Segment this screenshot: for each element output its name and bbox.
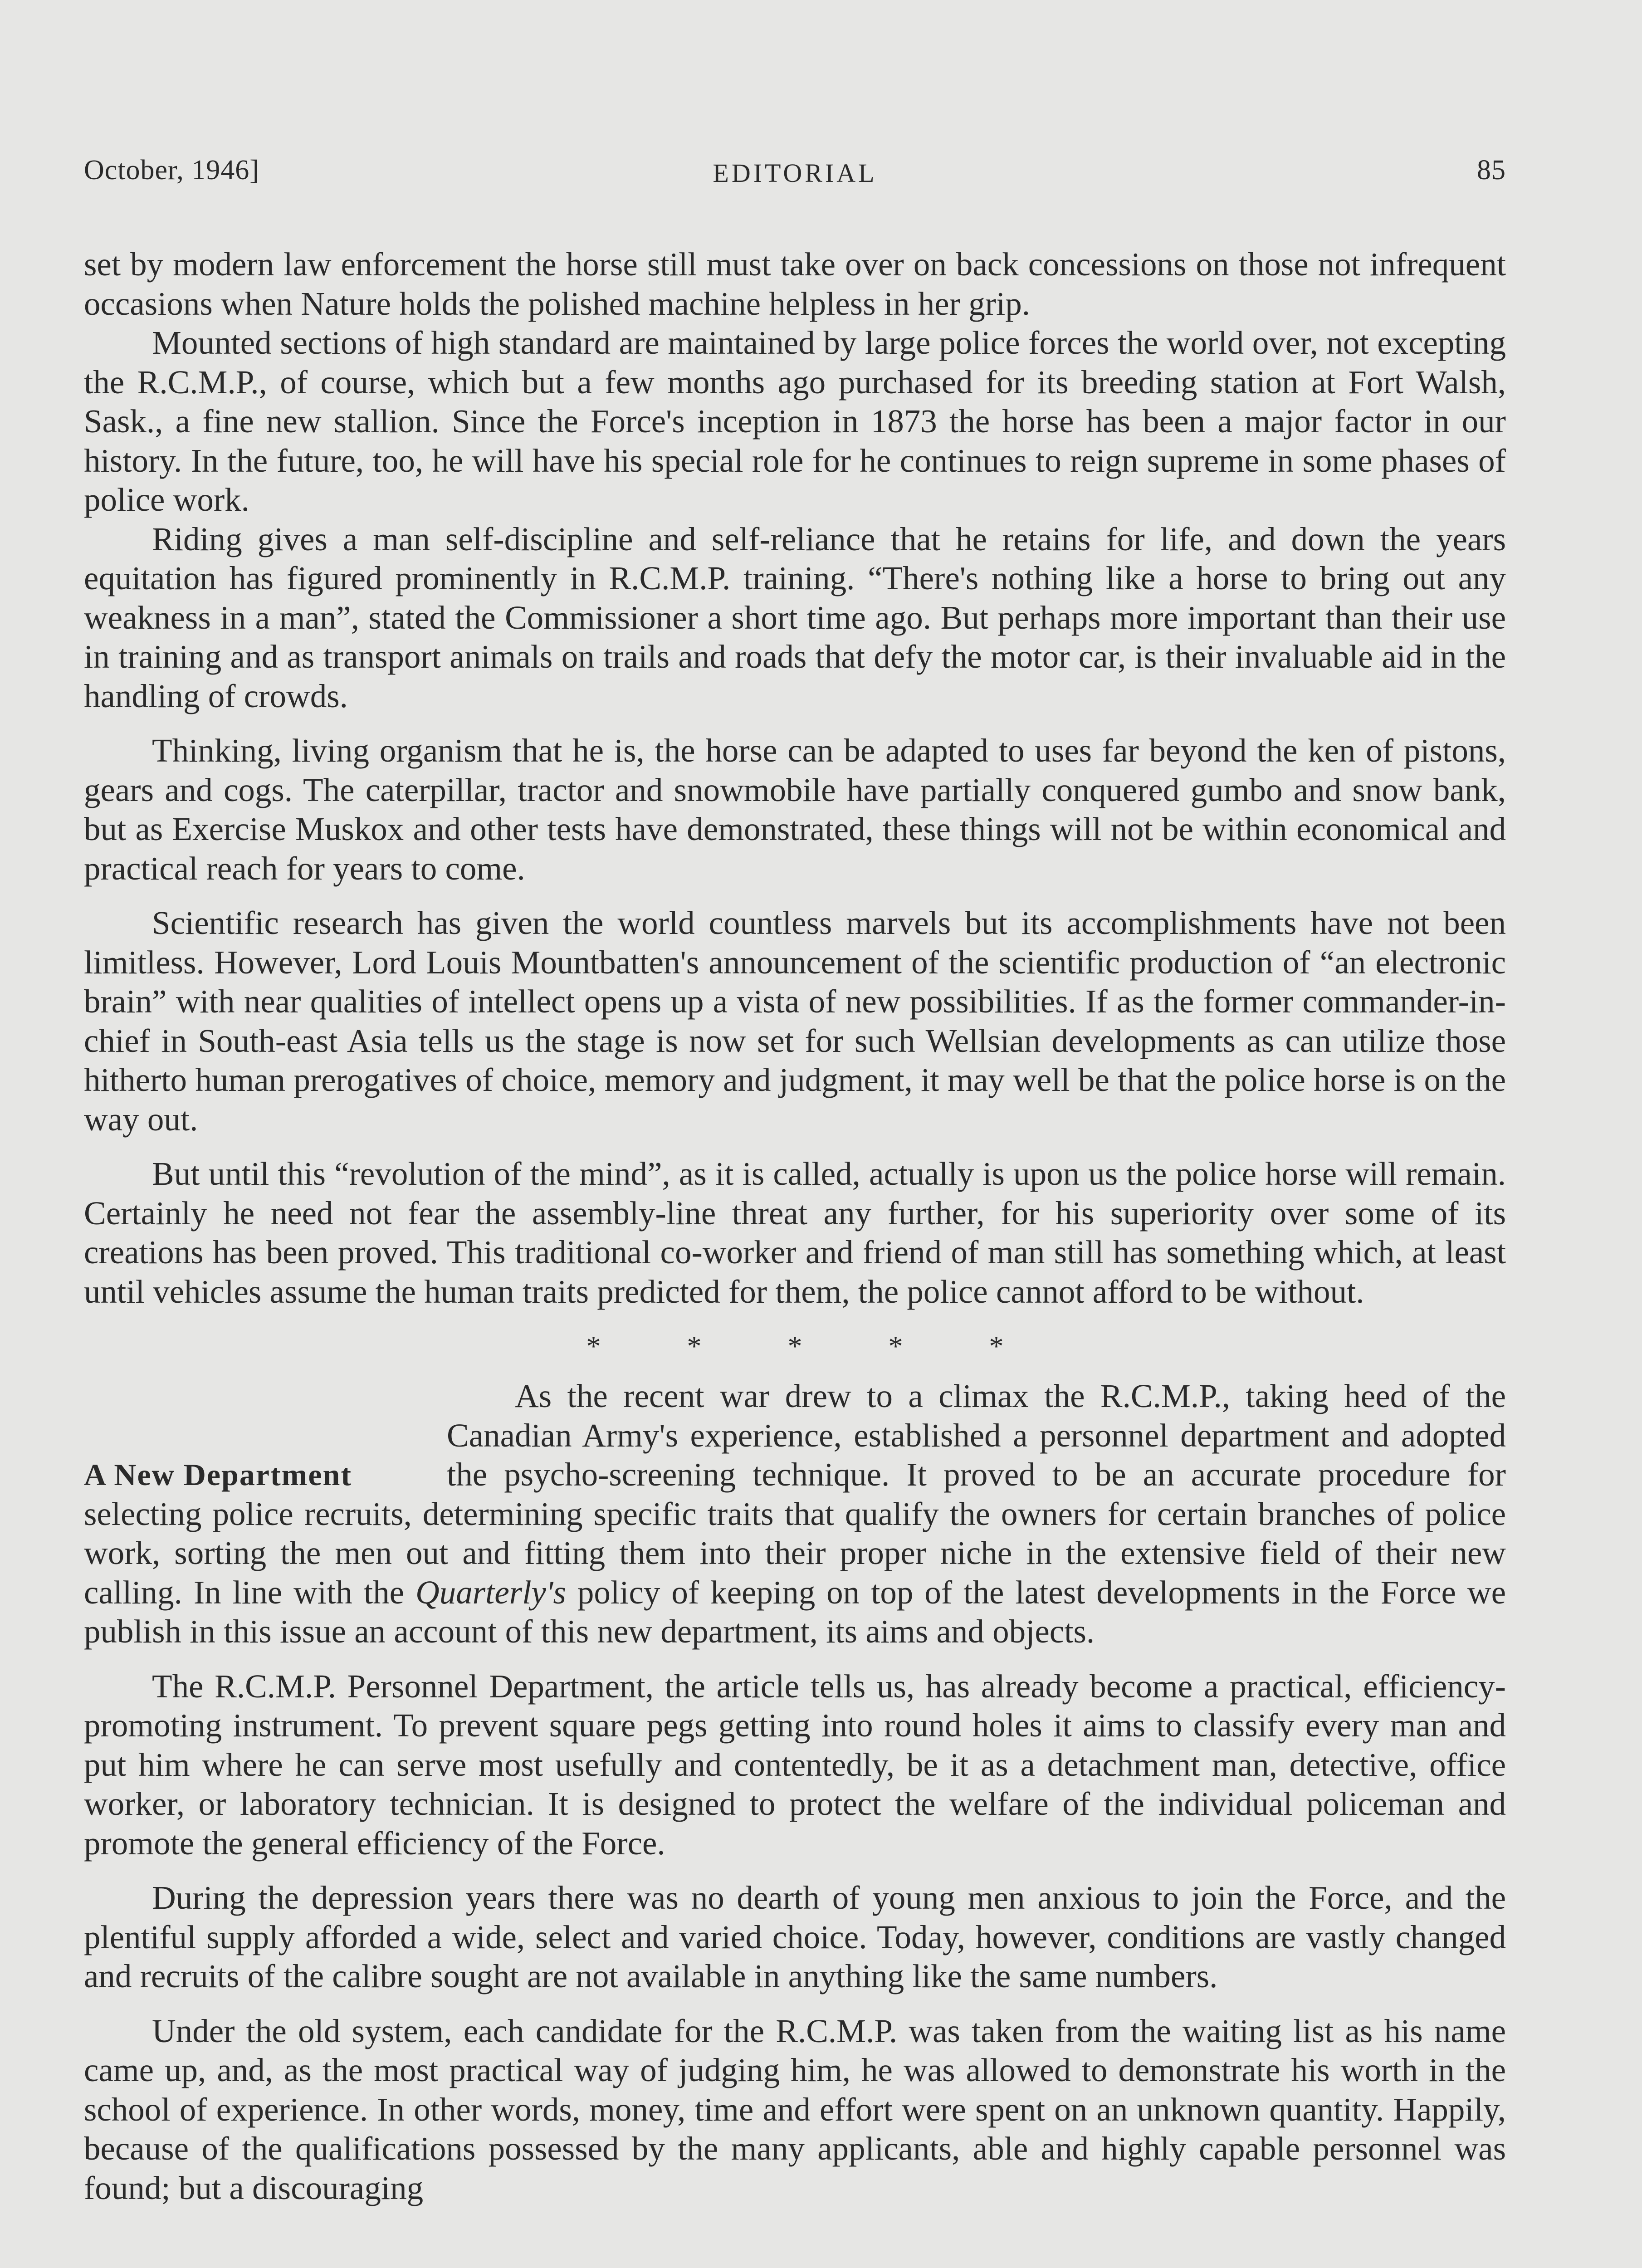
paragraph: The R.C.M.P. Personnel Department, the article tells us, has already become a practical, efficiency-promoting instrument. To prevent square pegs getting into round holes it aims to classify every man and put him where he can serve most usefully and contentedly, be it as a detachment man, detective, office worker, or laboratory technician. It is designed to protect the welfare of the individual policeman and promote the general efficiency of the Force. (84, 1667, 1506, 1862)
article-body (84, 245, 1506, 2223)
separator-asterisk: * (787, 1330, 802, 1362)
paragraph: Riding gives a man self-discipline and self-reliance that he retains for life, and down the years equitation has figured prominently in R.C.M.P. training. “There's nothing like a horse to bring out any weakness in a man”, stated the Commissioner a short time ago. But perhaps more important than their use in training and as transport animals on trails and roads that defy the motor car, is their invaluable aid in the handling of crowds. (84, 520, 1506, 714)
paragraph (84, 1377, 1506, 1652)
publication-title: Quarterly's (415, 1574, 566, 1611)
separator-asterisk: * (687, 1330, 702, 1362)
paragraph: set by modern law enforcement the horse still must take over on back concessions on those not infrequent occasions when Nature holds the polished machine helpless in her grip. (84, 246, 1506, 322)
side-heading: A New Department (84, 1457, 352, 1492)
header-date: October, 1946] (84, 155, 259, 186)
paragraph: Mounted sections of high standard are maintained by large police forces the world over, not excepting the R.C.M.P., of course, which but a few months ago purchased for its breeding station at Fort Walsh, Sask., a fine new stallion. Since the Force's inception in 1873 the horse has been a major factor in our history. In the future, too, he will have his special role for he continues to reign supreme in some phases of police work. (84, 324, 1506, 518)
paragraph-text: policy of keeping on top of the latest developments in the Force we publish in this issue an account of this new department, its aims and objects. (84, 1574, 1506, 1650)
separator-asterisk: * (586, 1330, 601, 1362)
section-separator (84, 1327, 1506, 1362)
separator-asterisk: * (989, 1330, 1004, 1362)
header-section-title: EDITORIAL (713, 158, 877, 188)
new-department-section (84, 1377, 1506, 1652)
paragraph-text: As the recent war drew to a climax the R.C.M.P., taking heed of the Canadian Army's experience, established a personnel department and adopted the psycho-screening technique. It proved to be an accurate procedure for selecting police recruits, determining specific traits that qualify the owners for certain branches of police work, sorting the men out and fitting them into their proper niche in the extensive field of their new calling. In line with the (84, 1378, 1506, 1611)
paragraph: During the depression years there was no dearth of young men anxious to join the Force, and the plentiful supply afforded a wide, select and varied choice. Today, however, conditions are vastly changed and recruits of the calibre sought are not available in anything like the same numbers. (84, 1879, 1506, 1994)
separator-asterisk: * (888, 1330, 903, 1362)
running-header (84, 154, 1506, 195)
paragraph: Thinking, living organism that he is, the horse can be adapted to uses far beyond the ken of pistons, gears and cogs. The caterpillar, tractor and snowmobile have partially conquered gumbo and snow bank, but as Exercise Muskox and other tests have demonstrated, these things will not be within economical and practical reach for years to come. (84, 732, 1506, 887)
paragraph: But until this “revolution of the mind”, as it is called, actually is upon us the police horse will remain. Certainly he need not fear the assembly-line threat any further, for his superiority over some of its creations has been proved. This traditional co-worker and friend of man still has something which, at least until vehicles assume the human traits predicted for them, the police cannot afford to be without. (84, 1155, 1506, 1310)
paragraph: Scientific research has given the world countless marvels but its accomplishments have not been limitless. However, Lord Louis Mountbatten's announcement of the scientific production of “an electronic brain” with near qualities of intellect opens up a vista of new possibilities. If as the former commander-in-chief in South-east Asia tells us the stage is now set for such Wellsian developments as can utilize those hitherto human prerogatives of choice, memory and judgment, it may well be that the police horse is on the way out. (84, 904, 1506, 1138)
header-page-number: 85 (1477, 155, 1506, 186)
paragraph: Under the old system, each candidate for the R.C.M.P. was taken from the waiting list as his name came up, and, as the most practical way of judging him, he was allowed to demonstrate his worth in the school of experience. In other words, money, time and effort were spent on an unknown quantity. Happily, because of the qualifications possessed by the many applicants, able and highly capable personnel was found; but a discouraging (84, 2012, 1506, 2206)
